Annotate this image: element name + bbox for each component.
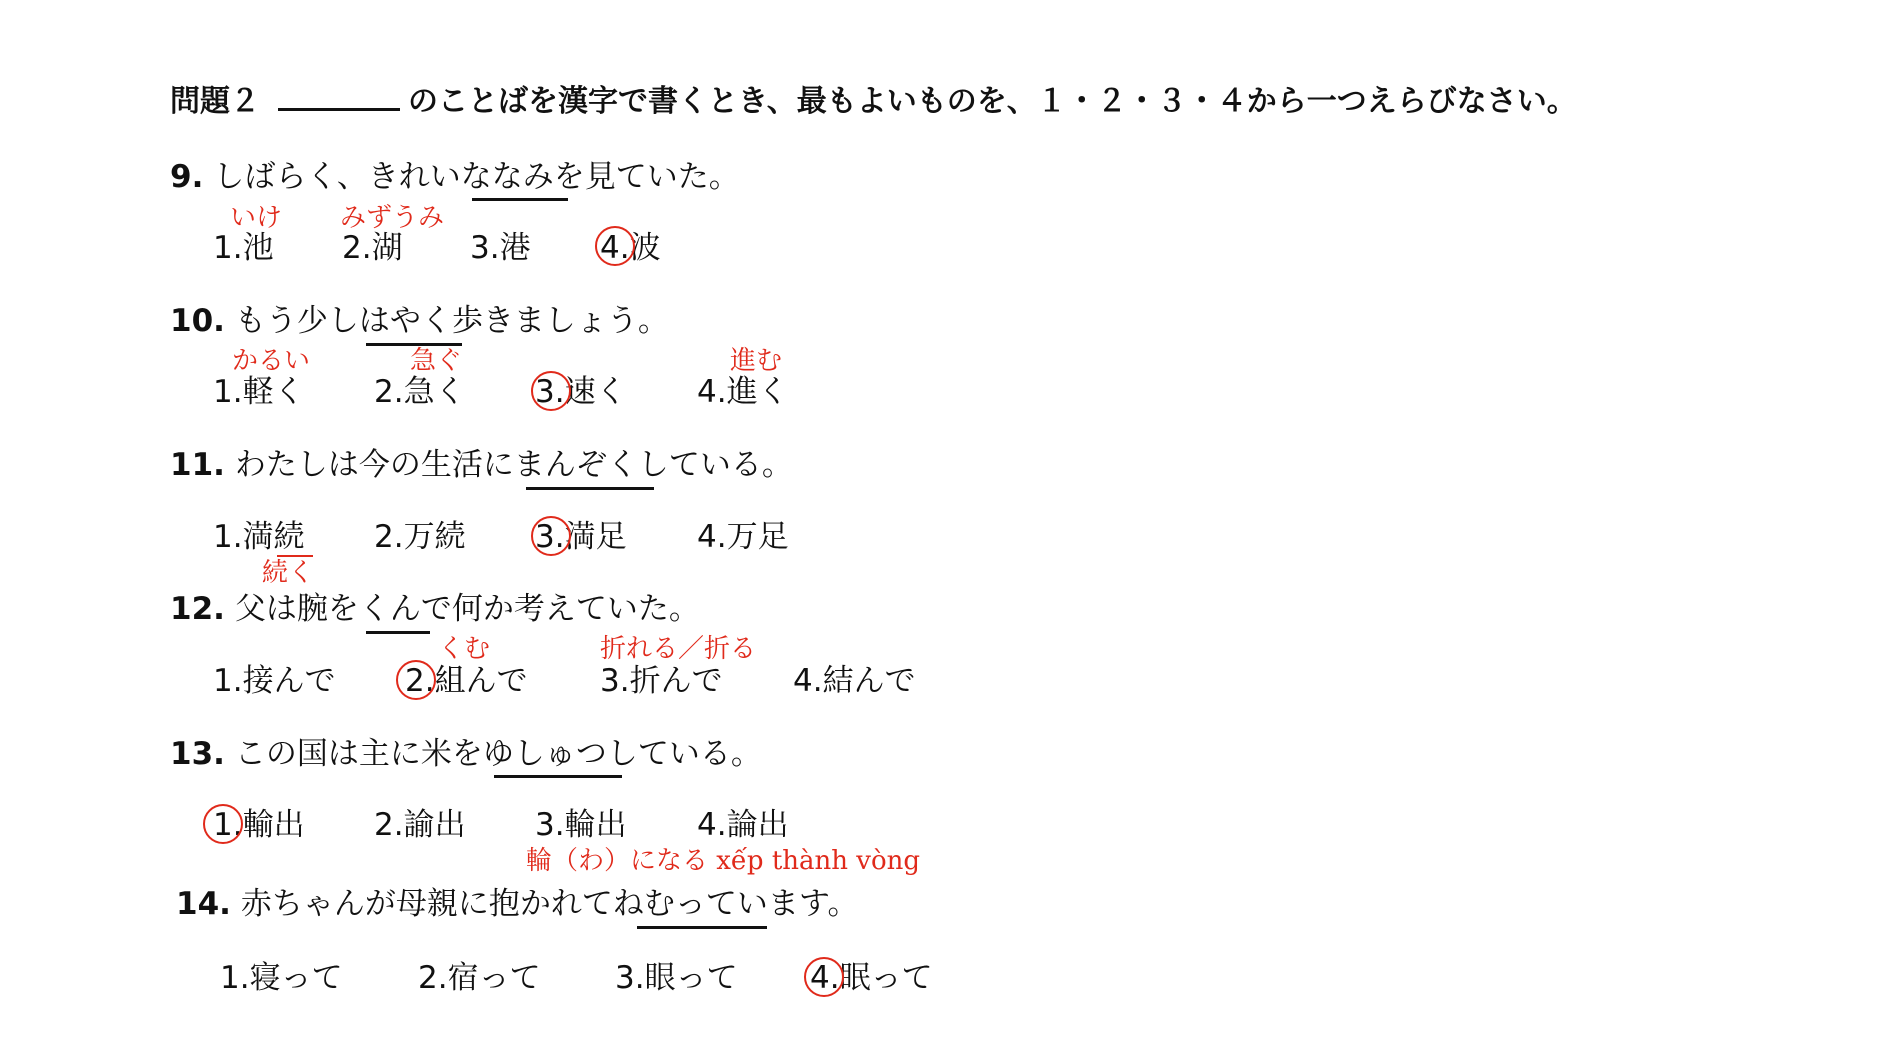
answer-circle-mark: [804, 957, 844, 997]
question-text-before: もう少し: [234, 303, 359, 339]
target-underline: [637, 926, 767, 929]
title-blank-line: [278, 82, 400, 111]
question-12: [170, 589, 700, 629]
option-4: 4.眠って: [810, 960, 933, 996]
question-number: 9.: [170, 159, 204, 195]
question-text-after: ています。: [705, 886, 859, 922]
question-number: 10.: [170, 303, 225, 339]
target-underline: [366, 631, 430, 634]
option-2: 2.宿って: [418, 960, 541, 996]
annotation-note: かるい: [232, 346, 311, 376]
question-number: 11.: [170, 447, 225, 483]
annotation-note: いけ: [230, 203, 283, 233]
answer-circle-mark: [396, 660, 436, 700]
question-target-word: なみ: [491, 159, 554, 195]
annotation-note: くむ: [438, 634, 491, 664]
question-target-word: ねむっ: [612, 886, 706, 922]
option-3: 3.折んで: [600, 663, 723, 699]
option-2: 2.湖: [342, 230, 403, 266]
title-prefix: 問題２: [170, 84, 260, 119]
option-3: 3.輪出: [535, 807, 627, 843]
option-4: 4.万足: [697, 519, 789, 555]
option-3: 3.速く: [535, 374, 627, 410]
question-text-after: で何か考えていた。: [420, 591, 700, 627]
option-4: 4.進く: [697, 374, 789, 410]
option-3: 3.港: [470, 230, 531, 266]
answer-circle-mark: [531, 516, 571, 556]
option-4: 4.結んで: [793, 663, 916, 699]
annotation-note: 急ぐ: [410, 346, 463, 376]
option-1: 1.池: [213, 230, 274, 266]
question-text-before: 父は腕を: [234, 591, 359, 627]
option-4: 4.波: [600, 230, 661, 266]
option-1: 1.輸出: [213, 807, 305, 843]
target-underline: [472, 198, 568, 201]
option-2: 2.諭出: [374, 807, 466, 843]
question-text-after: 歩きましょう。: [451, 303, 669, 339]
question-11: [170, 445, 793, 485]
option-4: 4.論出: [697, 807, 789, 843]
option-2: 2.万続: [374, 519, 466, 555]
question-text-after: している。: [637, 447, 793, 483]
question-9: [170, 157, 740, 197]
question-number: 12.: [170, 591, 225, 627]
question-target-word: まんぞく: [513, 447, 638, 483]
option-3: 3.眼って: [615, 960, 738, 996]
annotation-note: 進む: [730, 346, 783, 376]
option-3: 3.満足: [535, 519, 627, 555]
option-1: 1.軽く: [213, 374, 305, 410]
target-underline: [494, 775, 622, 778]
annotation-underline: [277, 555, 313, 557]
option-1: 1.満続: [213, 519, 305, 555]
question-10: [170, 301, 669, 341]
question-target-word: ゆしゅつ: [482, 736, 607, 772]
title-instruction: のことばを漢字で書くとき、最もよいものを、１・２・３・４から一つえらびなさい。: [408, 84, 1577, 119]
annotation-note: みずうみ: [340, 203, 445, 233]
question-14: [176, 884, 858, 924]
question-text-before: 赤ちゃんが母親に抱かれて: [240, 886, 613, 922]
answer-circle-mark: [531, 371, 571, 411]
question-text-after: している。: [606, 736, 762, 772]
question-number: 14.: [176, 886, 231, 922]
target-underline: [526, 487, 654, 490]
question-13: [170, 734, 762, 774]
option-2: 2.急く: [374, 374, 466, 410]
question-target-word: くん: [358, 591, 421, 627]
question-text-before: わたしは今の生活に: [234, 447, 514, 483]
question-text-before: しばらく、きれいな: [213, 159, 492, 195]
question-target-word: はやく: [358, 303, 452, 339]
option-2: 2.組んで: [405, 663, 528, 699]
option-1: 1.接んで: [213, 663, 336, 699]
annotation-note: 折れる／折る: [600, 634, 757, 664]
option-1: 1.寝って: [220, 960, 343, 996]
annotation-note: 輪（わ）になる xếp thành vòng: [526, 846, 921, 876]
question-text-before: この国は主に米を: [234, 736, 483, 772]
question-text-after: を見ていた。: [553, 159, 740, 195]
answer-circle-mark: [595, 226, 635, 266]
annotation-note: 続く: [262, 558, 315, 588]
question-number: 13.: [170, 736, 225, 772]
answer-circle-mark: [203, 804, 243, 844]
page-title: [170, 82, 1577, 122]
